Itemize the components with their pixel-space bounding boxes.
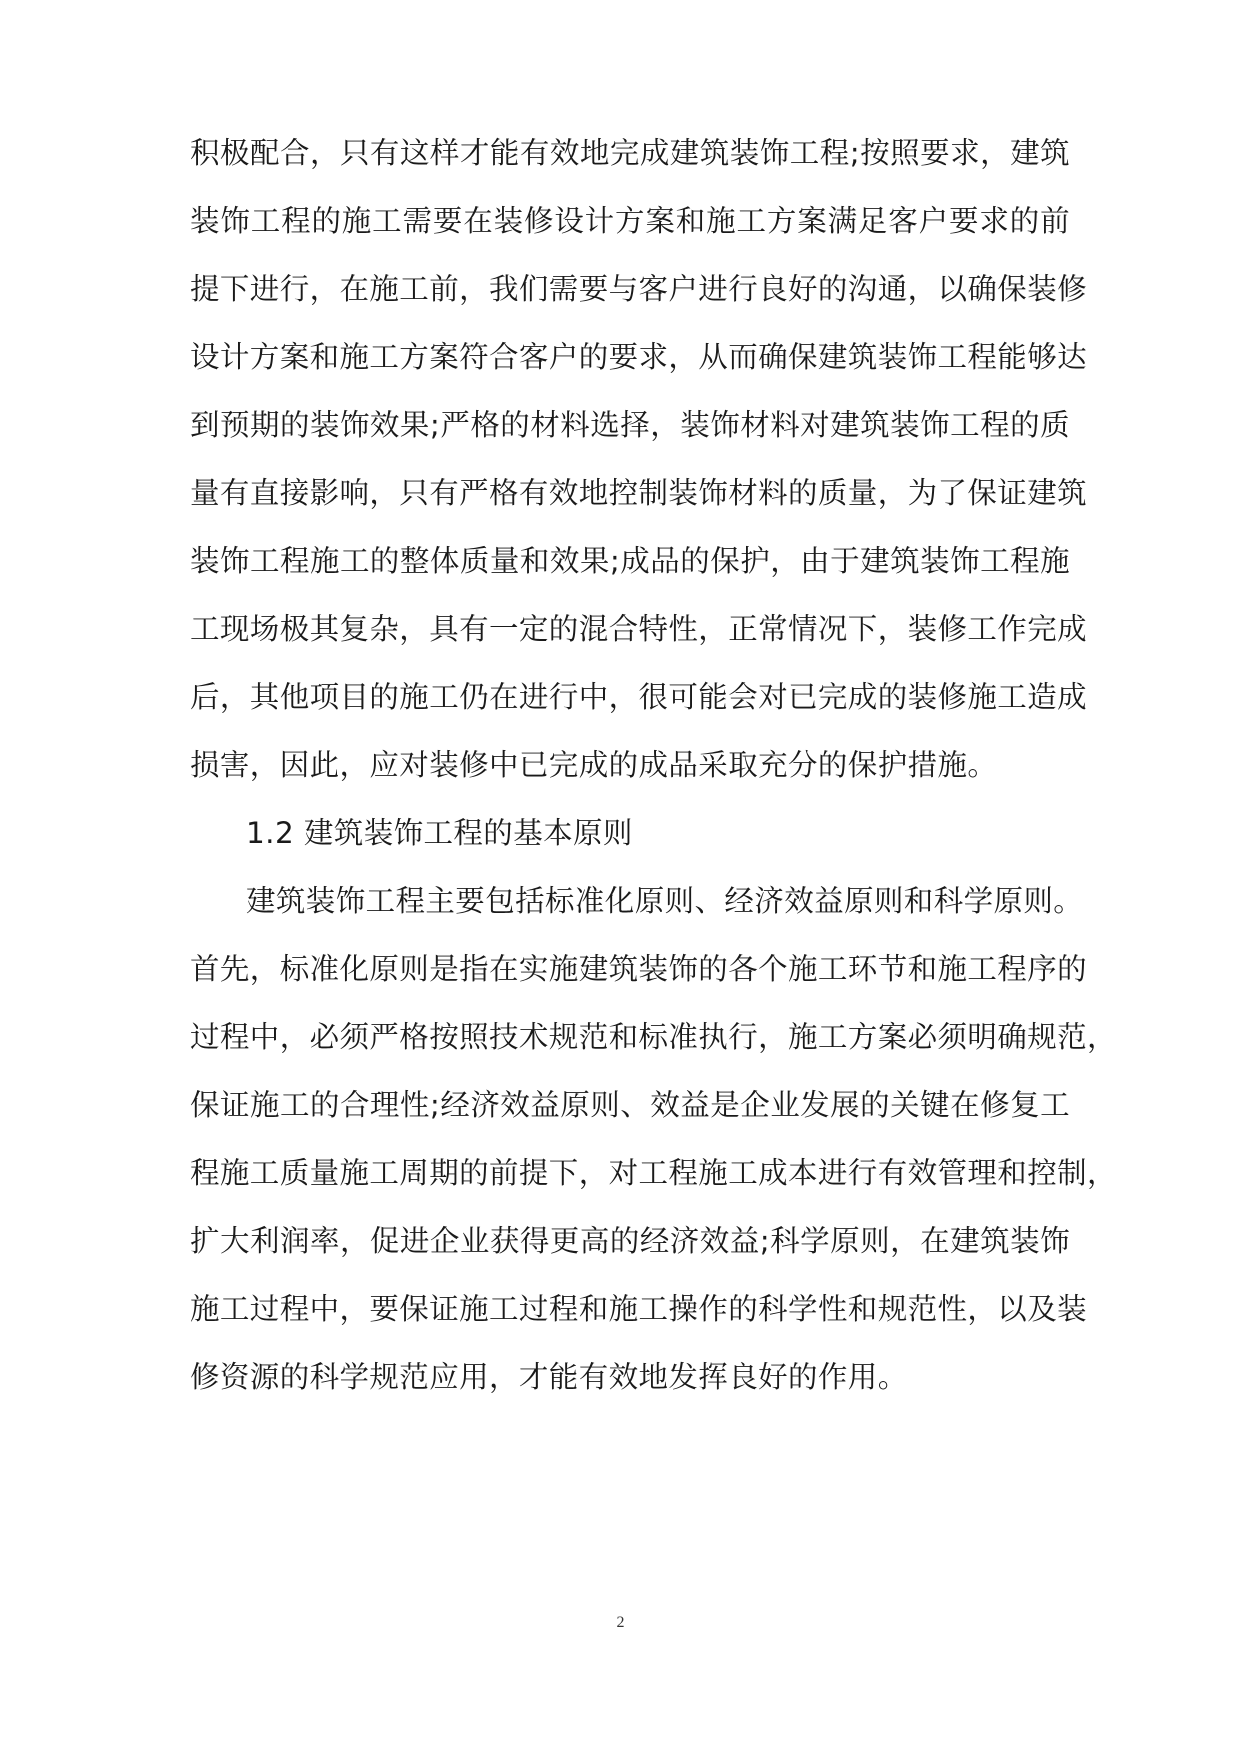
text-line: 设计方案和施工方案符合客户的要求，从而确保建筑装饰工程能够达 [190,340,1088,374]
text-line: 积极配合，只有这样才能有效地完成建筑装饰工程;按照要求，建筑 [190,136,1070,170]
text-line: 过程中，必须严格按照技术规范和标准执行，施工方案必须明确规范， [190,1020,1117,1054]
section-heading: 1.2 建筑装饰工程的基本原则 [246,816,633,850]
text-line: 提下进行，在施工前，我们需要与客户进行良好的沟通，以确保装修 [190,272,1088,306]
text-line: 建筑装饰工程主要包括标准化原则、经济效益原则和科学原则。 [246,884,1084,918]
text-line: 损害，因此，应对装修中已完成的成品采取充分的保护措施。 [190,748,998,782]
text-line: 首先，标准化原则是指在实施建筑装饰的各个施工环节和施工程序的 [190,952,1088,986]
text-line: 后，其他项目的施工仍在进行中，很可能会对已完成的装修施工造成 [190,680,1088,714]
text-line: 扩大利润率，促进企业获得更高的经济效益;科学原则，在建筑装饰 [190,1224,1070,1258]
page-number: 2 [616,1614,625,1631]
text-line: 装饰工程的施工需要在装修设计方案和施工方案满足客户要求的前 [190,204,1070,238]
text-line: 程施工质量施工周期的前提下，对工程施工成本进行有效管理和控制， [190,1156,1117,1190]
text-line: 到预期的装饰效果;严格的材料选择，装饰材料对建筑装饰工程的质 [190,408,1070,442]
text-line: 装饰工程施工的整体质量和效果;成品的保护，由于建筑装饰工程施 [190,544,1070,578]
text-line: 量有直接影响，只有严格有效地控制装饰材料的质量，为了保证建筑 [190,476,1088,510]
text-line: 保证施工的合理性;经济效益原则、效益是企业发展的关键在修复工 [190,1088,1070,1122]
text-line: 施工过程中，要保证施工过程和施工操作的科学性和规范性，以及装 [190,1292,1088,1326]
text-line: 工现场极其复杂，具有一定的混合特性，正常情况下，装修工作完成 [190,612,1088,646]
text-line: 修资源的科学规范应用，才能有效地发挥良好的作用。 [190,1360,908,1394]
